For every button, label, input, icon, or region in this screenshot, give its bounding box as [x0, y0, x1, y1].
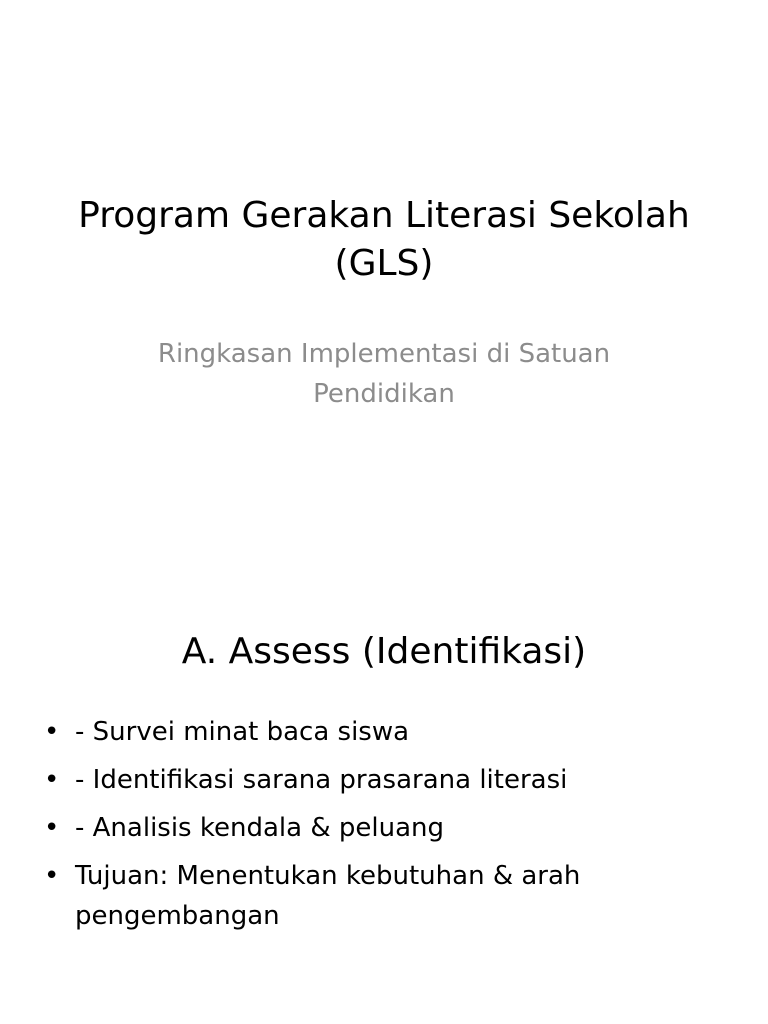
list-item-text: - Identifikasi sarana prasarana literasi	[75, 765, 568, 795]
presentation-subtitle: Ringkasan Implementasi di Satuan Pendidikan	[157, 339, 611, 409]
presentation-title: Program Gerakan Literasi Sekolah (GLS)	[78, 195, 690, 284]
list-item	[40, 760, 680, 800]
slide-title: A. Assess (Identifikasi)	[181, 631, 587, 672]
list-item-text: - Analisis kendala & peluang	[75, 813, 444, 843]
list-item	[40, 712, 680, 752]
bullet-icon: •	[44, 813, 60, 843]
content-slide	[0, 512, 768, 1024]
list-item	[40, 856, 680, 936]
list-item-text: Tujuan: Menentukan kebutuhan & arah pengembangan	[75, 861, 581, 931]
bullet-list	[40, 712, 680, 944]
list-item-text: - Survei minat baca siswa	[75, 717, 410, 747]
bullet-icon: •	[44, 861, 60, 891]
bullet-icon: •	[44, 765, 60, 795]
bullet-icon: •	[44, 717, 60, 747]
list-item	[40, 808, 680, 848]
